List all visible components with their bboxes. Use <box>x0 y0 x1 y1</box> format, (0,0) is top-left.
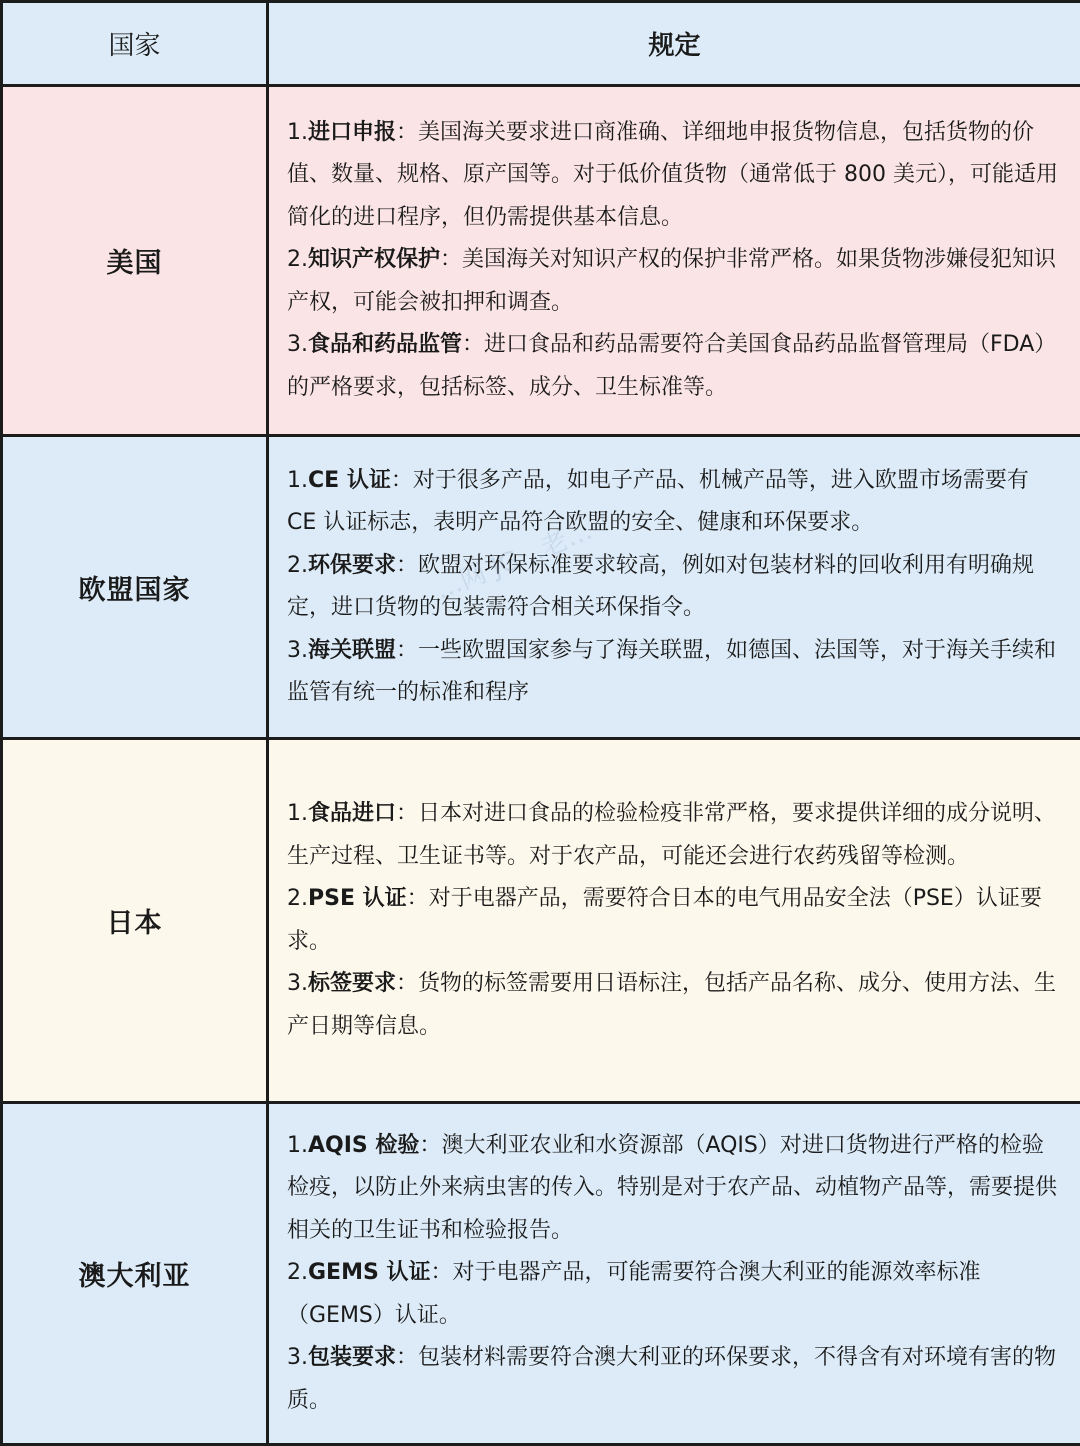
rule-item: 2.环保要求：欧盟对环保标准要求较高，例如对包装材料的回收利用有明确规定，进口货物的包装需符合相关环保指令。 <box>287 545 1058 630</box>
rule-item: 2.GEMS 认证：对于电器产品，可能需要符合澳大利亚的能源效率标准（GEMS）认证。 <box>287 1252 1058 1337</box>
rule-item: 3.包装要求：包装材料需要符合澳大利亚的环保要求，不得含有对环境有害的物质。 <box>287 1337 1058 1422</box>
country-cell: 美国 <box>2 86 268 436</box>
rule-item: 1.CE 认证：对于很多产品，如电子产品、机械产品等，进入欧盟市场需要有 CE 认证标志，表明产品符合欧盟的安全、健康和环保要求。 <box>287 460 1058 545</box>
rules-cell <box>268 1103 1080 1445</box>
country-cell: 欧盟国家 <box>2 436 268 739</box>
header-country: 国家 <box>2 2 268 86</box>
table-header-row <box>2 2 1080 86</box>
rule-item: 2.知识产权保护：美国海关对知识产权的保护非常严格。如果货物涉嫌侵犯知识产权，可能会被扣押和调查。 <box>287 239 1058 324</box>
rule-item: 3.食品和药品监管：进口食品和药品需要符合美国食品药品监督管理局（FDA）的严格要求，包括标签、成分、卫生标准等。 <box>287 324 1058 409</box>
table-row-australia <box>2 1103 1080 1445</box>
rule-item: 1.进口申报：美国海关要求进口商准确、详细地申报货物信息，包括货物的价值、数量、规格、原产国等。对于低价值货物（通常低于 800 美元），可能适用简化的进口程序，但仍需提供基本信息。 <box>287 112 1058 240</box>
rule-item: 3.海关联盟：一些欧盟国家参与了海关联盟，如德国、法国等，对于海关手续和监管有统一的标准和程序 <box>287 630 1058 715</box>
country-cell: 澳大利亚 <box>2 1103 268 1445</box>
rules-cell <box>268 739 1080 1103</box>
table-row-japan <box>2 739 1080 1103</box>
header-rules: 规定 <box>268 2 1080 86</box>
rule-item: 2.PSE 认证：对于电器产品，需要符合日本的电气用品安全法（PSE）认证要求。 <box>287 878 1058 963</box>
rule-item: 1.食品进口：日本对进口食品的检验检疫非常严格，要求提供详细的成分说明、生产过程、卫生证书等。对于农产品，可能还会进行农药残留等检测。 <box>287 793 1058 878</box>
table-row-eu <box>2 436 1080 739</box>
rules-cell <box>268 86 1080 436</box>
country-cell: 日本 <box>2 739 268 1103</box>
rule-item: 1.AQIS 检验：澳大利亚农业和水资源部（AQIS）对进口货物进行严格的检验检疫，以防止外来病虫害的传入。特别是对于农产品、动植物产品等，需要提供相关的卫生证书和检验报告。 <box>287 1125 1058 1253</box>
rules-cell <box>268 436 1080 739</box>
rule-item: 3.标签要求：货物的标签需要用日语标注，包括产品名称、成分、使用方法、生产日期等信息。 <box>287 963 1058 1048</box>
table-row-usa <box>2 86 1080 436</box>
